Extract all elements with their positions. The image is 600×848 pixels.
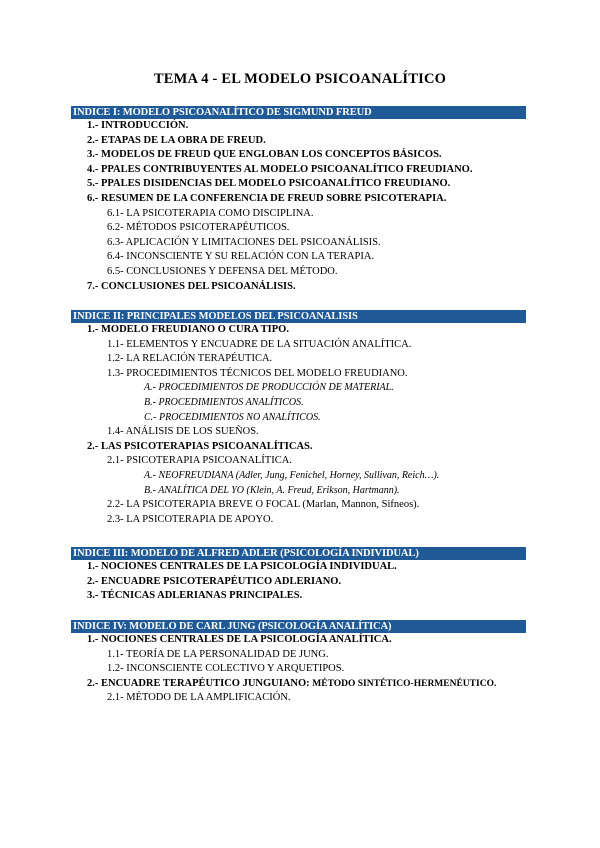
toc-subitem: 6.5- CONCLUSIONES Y DEFENSA DEL MÉTODO. [107, 265, 338, 277]
toc-subitem: 6.4- INCONSCIENTE Y SU RELACIÓN CON LA TERAPIA. [107, 251, 375, 263]
toc-subitem: 1.2- INCONSCIENTE COLECTIVO Y ARQUETIPOS. [107, 663, 345, 675]
toc-item: 5.- PPALES DISIDENCIAS DEL MODELO PSICOANALÍTICO FREUDIANO. [87, 178, 451, 190]
toc-subitem: 2.3- LA PSICOTERAPIA DE APOYO. [107, 513, 274, 525]
toc-subitem: 1.1- TEORÍA DE LA PERSONALIDAD DE JUNG. [107, 648, 329, 660]
toc-item: 2.- LAS PSICOTERAPIAS PSICOANALÍTICAS. [87, 440, 313, 452]
page-title: TEMA 4 - EL MODELO PSICOANALÍTICO [153, 71, 447, 87]
section-header: INDICE II: PRINCIPALES MODELOS DEL PSICOANALISIS [71, 310, 526, 323]
toc-subitem: 1.1- ELEMENTOS Y ENCUADRE DE LA SITUACIÓN ANALÍTICA. [107, 338, 412, 350]
toc-subsubitem: C.- PROCEDIMIENTOS NO ANALÍTICOS. [144, 411, 321, 423]
toc-subitem: 6.2- MÉTODOS PSICOTERAPÉUTICOS. [107, 222, 290, 234]
toc-subitem: 2.1- PSICOTERAPIA PSICOANALÍTICA. [107, 455, 292, 467]
toc-item: 2.- ETAPAS DE LA OBRA DE FREUD. [87, 134, 266, 146]
toc-subsubitem: A.- PROCEDIMIENTOS DE PRODUCCIÓN DE MATERIAL. [144, 382, 394, 394]
toc-subitem: 1.2- LA RELACIÓN TERAPÉUTICA. [107, 353, 273, 365]
toc-subitem: 2.1- MÉTODO DE LA AMPLIFICACIÓN. [107, 692, 291, 704]
section-header: INDICE III: MODELO DE ALFRED ADLER (PSICOLOGÍA INDIVIDUAL) [71, 547, 526, 560]
toc-item: 1.- NOCIONES CENTRALES DE LA PSICOLOGÍA INDIVIDUAL. [87, 561, 397, 572]
toc-item [71, 677, 526, 692]
toc-subsubitem: B.- PROCEDIMIENTOS ANALÍTICOS. [144, 396, 304, 408]
toc-item: 1.- INTRODUCCIÓN. [87, 120, 189, 131]
toc-subitem: 6.1- LA PSICOTERAPIA COMO DISCIPLINA. [107, 207, 314, 219]
index-section-2 [71, 310, 526, 527]
toc-item: 3.- TÉCNICAS ADLERIANAS PRINCIPALES. [87, 590, 303, 602]
toc-item: 1.- MODELO FREUDIANO O CURA TIPO. [87, 324, 289, 335]
index-section-4 [71, 620, 526, 706]
index-section-3 [71, 547, 526, 604]
toc-item-method: MÉTODO SINTÉTICO-HERMENÉUTICO. [312, 678, 497, 689]
section-header: INDICE I: MODELO PSICOANALÍTICO DE SIGMUND FREUD [71, 106, 526, 119]
toc-subitem: 2.2- LA PSICOTERAPIA BREVE O FOCAL (Marlan, Mannon, Sifneos). [107, 499, 420, 511]
toc-subitem: 1.4- ANÁLISIS DE LOS SUEÑOS. [107, 426, 259, 438]
toc-item: 6.- RESUMEN DE LA CONFERENCIA DE FREUD SOBRE PSICOTERAPIA. [87, 192, 447, 204]
toc-item: 3.- MODELOS DE FREUD QUE ENGLOBAN LOS CONCEPTOS BÁSICOS. [87, 149, 442, 161]
toc-item: 7.- CONCLUSIONES DEL PSICOANÁLISIS. [87, 280, 296, 292]
section-header: INDICE IV: MODELO DE CARL JUNG (PSICOLOGÍA ANALÍTICA) [71, 620, 526, 633]
toc-subsubitem: B.- ANALÍTICA DEL YO (Klein, A. Freud, Erikson, Hartmann). [144, 484, 400, 496]
toc-item: 1.- NOCIONES CENTRALES DE LA PSICOLOGÍA ANALÍTICA. [87, 634, 392, 645]
toc-subitem: 1.3- PROCEDIMIENTOS TÉCNICOS DEL MODELO FREUDIANO. [107, 367, 408, 379]
toc-subsubitem: A.- NEOFREUDIANA (Adler, Jung, Fenichel, Horney, Sullivan, Reich…). [144, 469, 440, 481]
index-section-1 [71, 106, 526, 294]
toc-item-label: 2.- ENCUADRE TERAPÉUTICO JUNGUIANO: [87, 677, 313, 689]
toc-subitem: 6.3- APLICACIÓN Y LIMITACIONES DEL PSICOANÁLISIS. [107, 236, 381, 248]
toc-item: 4.- PPALES CONTRIBUYENTES AL MODELO PSICOANALÍTICO FREUDIANO. [87, 163, 473, 175]
toc-item: 2.- ENCUADRE PSICOTERAPÉUTICO ADLERIANO. [87, 575, 342, 587]
